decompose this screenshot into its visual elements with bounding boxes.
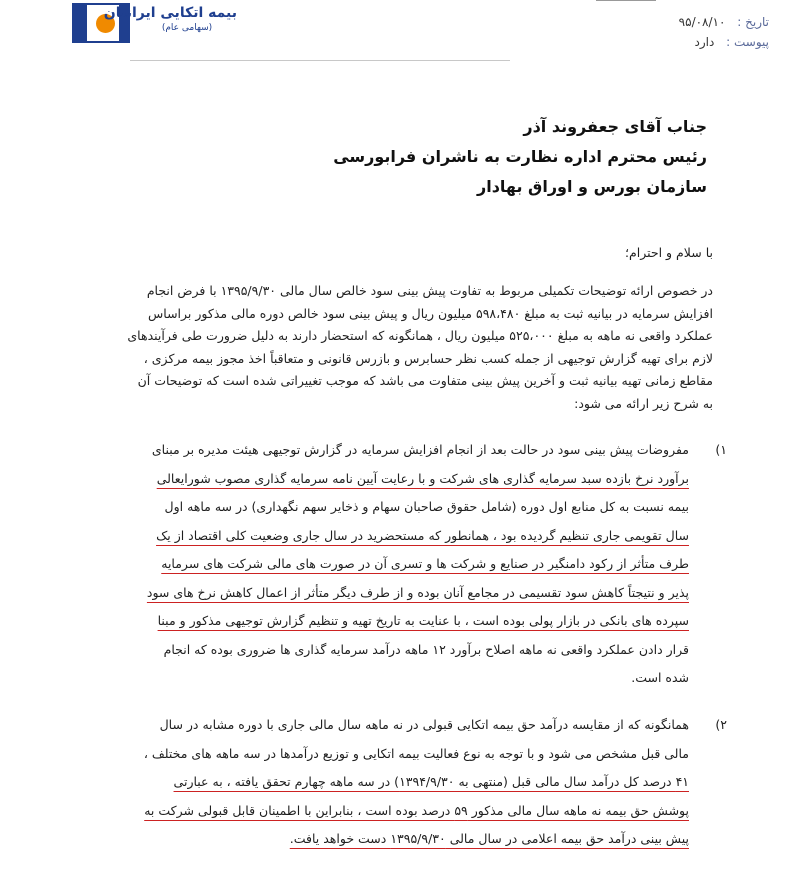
letter-meta (679, 12, 769, 52)
highlighted-line: پیش بینی درآمد حق بیمه اعلامی در سال مالی ۱۳۹۵/۹/۳۰ دست خواهد یافت. (289, 831, 689, 846)
top-edge-mark (596, 0, 656, 5)
paragraph-line: به شرح زیر ارائه می شود: (574, 395, 713, 411)
paragraph-line: شده است. (631, 670, 689, 685)
paragraph-line: قرار دادن عملکرد واقعی نه ماهه اصلاح برآورد ۱۲ ماهه درآمد سرمایه گذاری ها ضروری بوده که انجام (163, 641, 689, 657)
addressee-block (333, 112, 707, 202)
date-row (679, 12, 769, 32)
attachment-value: دارد (694, 35, 715, 49)
item-2 (63, 711, 727, 854)
header-divider (130, 60, 510, 61)
intro-paragraph (93, 280, 713, 415)
company-name: بیمه اتکایی ایرانیان (103, 5, 237, 21)
paragraph-line: افزایش سرمایه در بیانیه ثبت به مبلغ ۵۹۸،۴۸۰ میلیون ریال و پیش بینی سود خالص دوره مالی مذکور براساس (148, 305, 713, 321)
paragraph-line: مالی قبل مشخص می شود و با توجه به نوع فعالیت بیمه اتکایی و توزیع درآمدها در سه ماهه های مختلف ، (143, 745, 689, 761)
date-value: ۹۵/۰۸/۱۰ (678, 15, 726, 29)
paragraph-line: طرف متأثر از رکود دامنگیر در صنایع و شرکت ها و تسری آن در صورت های مالی شرکت های سرمایه (161, 556, 689, 571)
letterhead (0, 0, 807, 62)
item-2-text (63, 711, 689, 854)
paragraph-line: سال تقویمی جاری تنظیم گردیده بود ، همانطور که مستحضرید در سال جاری وضعیت کلی اقتصاد از یک (156, 527, 689, 543)
company-type: (سهامی عام) (161, 23, 213, 33)
paragraph-line: برآورد نرخ بازده سبد سرمایه گذاری های شرکت و با رعایت آیین نامه سرمایه گذاری مصوب شورایعالی (156, 470, 689, 486)
item-number: ۲) (715, 717, 727, 732)
paragraph-line: مقاطع زمانی تهیه بیانیه ثبت و آخرین پیش بینی متفاوت می باشد که موجب تغییراتی شده است که توضیحات آن (137, 373, 713, 388)
attachment-label: پیوست : (726, 35, 769, 49)
date-label: تاریخ : (737, 15, 769, 29)
company-block (103, 5, 237, 33)
addressee-title: رئیس محترم اداره نظارت به ناشران فرابورسی (333, 147, 707, 166)
paragraph-line: همانگونه که از مقایسه درآمد حق بیمه اتکایی قبولی در نه ماهه سال مالی جاری با دوره مشابه در سال (159, 717, 689, 732)
addressee-name: جناب آقای جعفروند آذر (523, 117, 707, 136)
salutation: با سلام و احترام؛ (625, 245, 713, 260)
item-1 (63, 436, 727, 693)
highlighted-line: پوشش حق بیمه نه ماهه سال مالی مذکور ۵۹ درصد بوده است ، بنابراین با اطمینان قابل قبولی شرکت به (144, 802, 689, 818)
paragraph-line: مفروضات پیش بینی سود در حالت بعد از انجام افزایش سرمایه در گزارش توجیهی هیئت مدیره بر مبنای (151, 442, 689, 457)
paragraph-line: بیمه نسبت به کل منابع اول دوره (شامل حقوق صاحبان سهام و ذخایر سهم نگهداری) در سه ماهه اول (164, 499, 689, 514)
paragraph-line: سپرده های بانکی در بازار پولی بوده است ، با عنایت به تاریخ تهیه و تنظیم گزارش توجیهی مذکور و مبنا (157, 613, 689, 628)
attachment-row (679, 32, 769, 52)
highlighted-line: ۴۱ درصد کل درآمد سال مالی قبل (منتهی به ۱۳۹۴/۹/۳۰) در سه ماهه چهارم تحقق یافته ، به عبارتی (173, 774, 689, 789)
paragraph-line: لازم برای تهیه گزارش توجیهی از جمله کسب نظر حسابرس و بازرس قانونی و متعاقباً اخذ مجوز بیمه مرکزی ، (143, 350, 713, 366)
item-number: ۱) (715, 442, 727, 457)
paragraph-line: پذیر و نتیجتاً کاهش سود تقسیمی در مجامع آنان بوده و از طرف دیگر متأثر از اعمال کاهش نرخ های سود (146, 584, 689, 600)
item-1-text (63, 436, 689, 693)
paragraph-line: در خصوص ارائه توضیحات تکمیلی مربوط به تفاوت پیش بینی سود خالص سال مالی ۱۳۹۵/۹/۳۰ با فرض انجام (146, 283, 713, 298)
addressee-organization: سازمان بورس و اوراق بهادار (477, 177, 707, 196)
paragraph-line: عملکرد واقعی نه ماهه به مبلغ ۵۲۵،۰۰۰ میلیون ریال ، همانگونه که استحضار دارند به دلیل ضرورت طی فرآیندهای (127, 328, 713, 343)
